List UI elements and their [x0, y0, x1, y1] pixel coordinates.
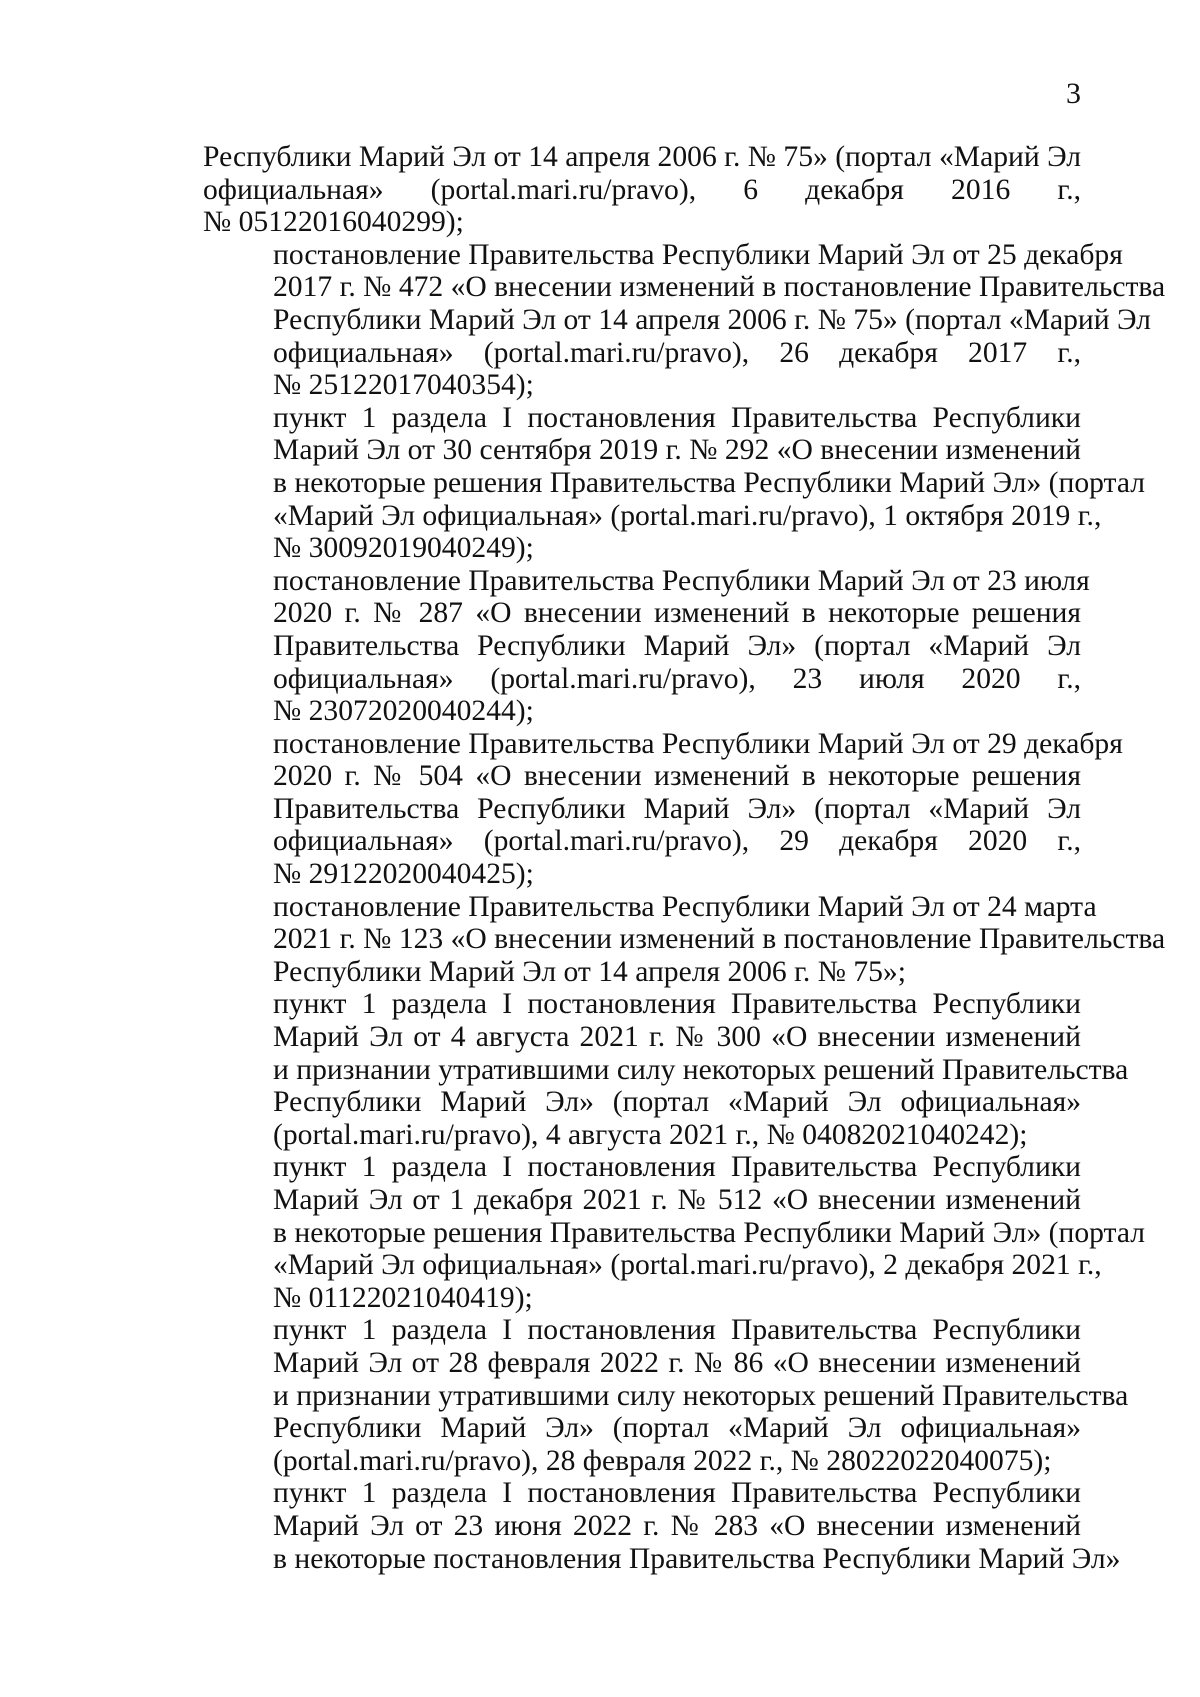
text-line: Марий Эл от 23 июня 2022 г. № 283 «О внесении изменений [273, 1509, 1081, 1542]
text-line: «Марий Эл официальная» (portal.mari.ru/pravo), 2 декабря 2021 г., [273, 1249, 1102, 1282]
text-line: в некоторые постановления Правительства Республики Марий Эл» [273, 1542, 1121, 1575]
text-line: постановление Правительства Республики Марий Эл от 24 марта [273, 890, 1097, 923]
text-line: постановление Правительства Республики Марий Эл от 25 декабря [273, 238, 1123, 271]
paragraph [203, 401, 1145, 565]
text-line: (portal.mari.ru/pravo), 28 февраля 2022 г., № 28022022040075); [273, 1444, 1052, 1477]
paragraph [203, 1477, 1121, 1575]
text-line: пункт 1 раздела I постановления Правительства Республики [273, 1314, 1081, 1347]
text-line: и признании утратившими силу некоторых решений Правительства [273, 1379, 1129, 1412]
text-line: в некоторые решения Правительства Республики Марий Эл» (портал [273, 466, 1145, 499]
text-line: официальная» (portal.mari.ru/pravo), 6 декабря 2016 г., [203, 173, 1081, 206]
text-line: № 23072020040244); [273, 695, 534, 728]
text-line: в некоторые решения Правительства Республики Марий Эл» (портал [273, 1216, 1145, 1249]
paragraph [203, 1314, 1129, 1477]
text-line: 2017 г. № 472 «О внесении изменений в постановление Правительства [273, 271, 1166, 304]
text-line: № 30092019040249); [273, 532, 534, 565]
text-line: № 05122016040299); [203, 206, 464, 239]
paragraph [203, 564, 1090, 728]
text-line: Марий Эл от 1 декабря 2021 г. № 512 «О внесении изменений [273, 1184, 1081, 1216]
text-line: постановление Правительства Республики Марий Эл от 23 июля [273, 564, 1090, 597]
paragraph [203, 890, 1166, 989]
document-body [203, 141, 1166, 1575]
page-number: 3 [1066, 77, 1081, 110]
text-line: Республики Марий Эл от 14 апреля 2006 г. № 75»; [273, 955, 906, 988]
text-line: № 29122020040425); [273, 858, 534, 891]
paragraph [203, 141, 1081, 239]
text-line: Правительства Республики Марий Эл» (портал «Марий Эл [273, 792, 1081, 825]
text-line: пункт 1 раздела I постановления Правительства Республики [273, 1151, 1081, 1184]
text-line: пункт 1 раздела I постановления Правительства Республики [273, 1477, 1081, 1510]
text-line: Республики Марий Эл» (портал «Марий Эл официальная» [273, 1412, 1081, 1445]
text-line: официальная» (portal.mari.ru/pravo), 26 декабря 2017 г., [273, 336, 1081, 369]
paragraph [203, 727, 1123, 891]
text-line: постановление Правительства Республики Марий Эл от 29 декабря [273, 727, 1123, 760]
text-line: № 01122021040419); [273, 1281, 533, 1314]
paragraph [203, 988, 1129, 1151]
text-line: 2021 г. № 123 «О внесении изменений в постановление Правительства [273, 923, 1166, 956]
text-line: официальная» (portal.mari.ru/pravo), 23 июля 2020 г., [273, 662, 1081, 695]
text-line: (portal.mari.ru/pravo), 4 августа 2021 г., № 04082021040242); [273, 1118, 1028, 1151]
text-line: Республики Марий Эл» (портал «Марий Эл официальная» [273, 1086, 1081, 1119]
text-line: пункт 1 раздела I постановления Правительства Республики [273, 401, 1081, 434]
text-line: Республики Марий Эл от 14 апреля 2006 г. № 75» (портал «Марий Эл [273, 303, 1151, 336]
text-line: Правительства Республики Марий Эл» (портал «Марий Эл [273, 629, 1081, 662]
text-line: Марий Эл от 28 февраля 2022 г. № 86 «О внесении изменений [273, 1346, 1081, 1379]
text-line: 2020 г. № 287 «О внесении изменений в некоторые решения [273, 597, 1081, 630]
text-line: «Марий Эл официальная» (portal.mari.ru/pravo), 1 октября 2019 г., [273, 499, 1102, 532]
text-line: Республики Марий Эл от 14 апреля 2006 г. № 75» (портал «Марий Эл [203, 141, 1081, 173]
text-line: официальная» (portal.mari.ru/pravo), 29 декабря 2020 г., [273, 825, 1081, 858]
text-line: пункт 1 раздела I постановления Правительства Республики [273, 988, 1081, 1021]
text-line: Марий Эл от 4 августа 2021 г. № 300 «О внесении изменений [273, 1021, 1081, 1054]
text-line: и признании утратившими силу некоторых решений Правительства [273, 1053, 1129, 1086]
text-line: № 25122017040354); [273, 369, 534, 402]
text-line: 2020 г. № 504 «О внесении изменений в некоторые решения [273, 760, 1081, 793]
paragraph [203, 1151, 1145, 1314]
text-line: Марий Эл от 30 сентября 2019 г. № 292 «О внесении изменений [273, 434, 1081, 467]
paragraph [203, 238, 1166, 402]
